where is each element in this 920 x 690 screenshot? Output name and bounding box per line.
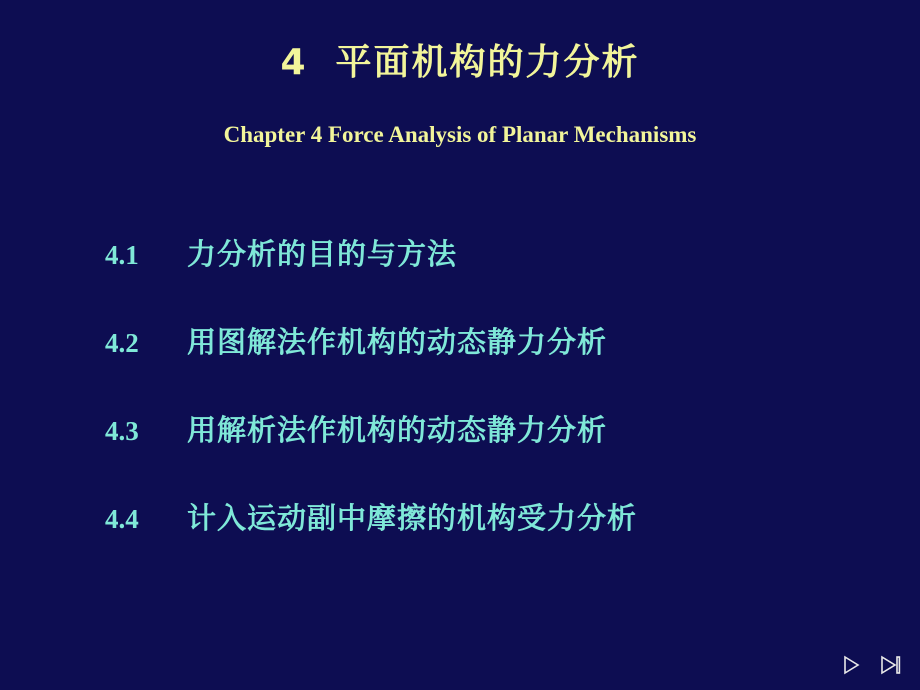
toc-item-number: 4.2 — [105, 328, 139, 358]
toc-item-number: 4.3 — [105, 416, 139, 446]
last-slide-icon[interactable] — [878, 652, 904, 678]
page-subtitle: Chapter 4 Force Analysis of Planar Mechanisms — [223, 122, 697, 147]
toc-item-label: 计入运动副中摩擦的机构受力分析 — [187, 501, 638, 535]
next-slide-icon[interactable] — [838, 652, 864, 678]
toc-item-label: 力分析的目的与方法 — [187, 237, 458, 271]
toc-item-4-4[interactable] — [105, 496, 885, 537]
toc-item-4-2[interactable] — [105, 320, 885, 361]
toc-item-number: 4.1 — [105, 240, 139, 270]
toc-item-label: 用图解法作机构的动态静力分析 — [187, 325, 608, 359]
toc-item-label: 用解析法作机构的动态静力分析 — [187, 413, 608, 447]
page-title — [0, 34, 920, 85]
page-title-text: 平面机构的力分析 — [335, 42, 640, 83]
slide-navigation — [838, 652, 904, 678]
toc-item-number: 4.4 — [105, 504, 139, 534]
toc-item-4-3[interactable] — [105, 408, 885, 449]
toc-item-4-1[interactable] — [105, 232, 885, 273]
page-title-number: 4 — [280, 42, 308, 83]
table-of-contents — [105, 232, 885, 584]
